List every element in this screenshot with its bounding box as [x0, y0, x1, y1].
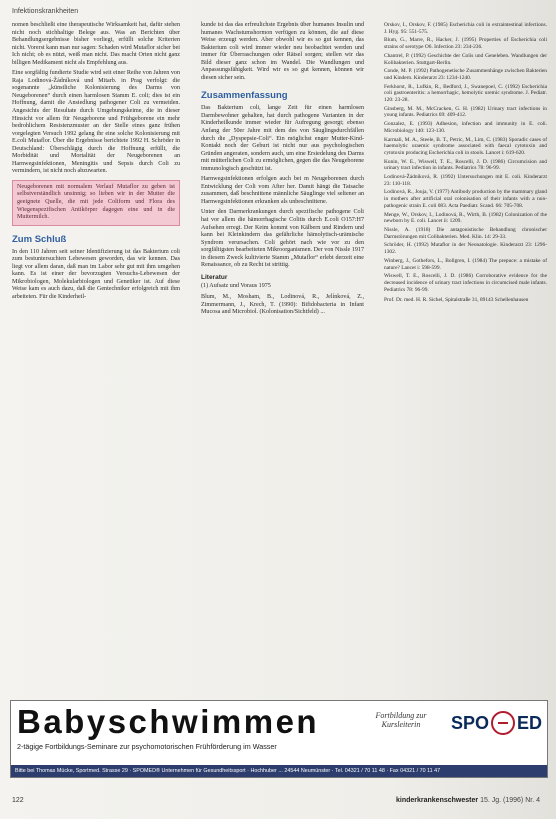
reference-item: Lodinová, R., Jouja, V. (1977) Antibody production by the mammary gland in mothers after artificial oral colonisation of their infants with a non-pathogenic strain E. coli 083. Acta Paediatr. Scand. 66: 705-708.: [384, 189, 547, 209]
running-head: Infektionskrankheiten: [12, 8, 79, 15]
reference-item: Orskov, I., Orskov, F. (1985) Escherichia coli in extraintestinal infections. J. Hyg. 95: 551-575.: [384, 22, 547, 35]
column-left: [12, 22, 180, 305]
section-heading-zusammenfassung: Zusammenfassung: [201, 90, 288, 102]
logo-text-right: ED: [517, 712, 543, 733]
literature-heading: Literatur: [201, 273, 228, 281]
reference-item: Chantrel, P. (1992) Geschichte der Colis und Geneleben. Wandlungen der Kolibakterien. Stuttgart-Berlin.: [384, 52, 547, 66]
advertisement-babyschwimmen: [10, 700, 548, 778]
page-number: 122: [12, 797, 24, 804]
summary-paragraph-2: Harnwegsinfektionen erfolgen auch bei m Neugeborenen durch Entwicklung der Coli vom After her. Damit hängt die Tatsache zusammen, daß beschnittene männliche Säuglinge viel seltener an Harnwegsinfektionen erkranken als unbeschnittene.: [201, 176, 364, 205]
column-right-references: [384, 22, 547, 306]
journal-issue: 15. Jg. (1996) Nr. 4: [480, 797, 540, 804]
literature-item-1: (1) Aufsatz und Voraus 1975: [201, 283, 271, 290]
reference-item: Conde, M. P. (1992) Pathogenetische Zusammenhänge zwischen Bakterien und Kindern. Kinderarzt 23: 1234-1240.: [384, 68, 547, 81]
reference-item: Schröder, H. (1992) Mutaflor in der Neonatologie. Kinderarzt 23: 1296-1302.: [384, 242, 547, 256]
col1-paragraph-2: Eine sorgfältig fundierte Studie wird seit einer Reihe von Jahren von Raja Lodinová-Žádníková und Mitarb. in Prag verfolgt: die sogenannte „künstliche Kolonisierung des Darms von Neugeborenen“ durch einen harmlosen Stamm E. coli; dies ist ein Hoffnung, damit die Ansiedlung pathogener Coli zu vermeiden. Angesichts der Resultate durch Umgebungskeime, die in dieser Hinsicht vor allem für Neugeborene und Frühgeborene ein mehr bedrohlichem Resistenzmuster an der Stelle eines ganz frühen vorgelegten Versuch 1992 gelang ihr eine solche Kolonisierung mit E.coli Mutaflor. Über die Ergebnisse berichtete 1992 H. Schröder in Deutschland: Überschlägig durch die Hoffnung erfüllt, die Morbidität und Mortalität der Neugeborenen an Harnwegsinfektionen, Meningitis und Sepsis durch Coli zu vermindern, ist nicht noch abzuwarten.: [12, 70, 180, 175]
reference-item: Wiswell, T. E., Roscelli, J. D. (1986) Corroborative evidence for the decreased incidence of urinary tract infections in circumcised male infants. Pediatrics 78: 96-99.: [384, 273, 547, 293]
col2-paragraph-1: kunde ist das das erfreulichste Ergebnis über humanes Insulin und humanes Wachstumshormon verfügen zu können, die auf diese Weise erzeugt werden. Aber obwohl wir es so gut kennen, das Bakterium coli wird immer wieder neu beobachtet werden und immer für Überraschungen oder Rätsel sorgen; stellen wir das Bild dieser ganz schon im Wandel. Die Wandlungen und Anpassungsfähigkeit. Wird wir es so gut kennen, können wir diesen sicher sein.: [201, 22, 364, 81]
heartbeat-icon: [491, 711, 515, 735]
reference-item: Blum, G., Marre, R., Hacker, J. (1995) Properties of Escherichia coli strains of serotype O6. Infection 23: 234-236.: [384, 37, 547, 51]
reference-item: Karmali, M. A., Steele, B. T., Petric, M., Lim, C. (1983) Sporadic cases of haemolytic uraemic syndrome associated with faecal cytotoxin and cytotoxin producing Escherichia coli in stools. Lancet i: 619-620.: [384, 136, 547, 156]
ad-subtitle: 2-tägige Fortbildungs-Seminare zur psychomotorischen Frühförderung im Wasser: [17, 742, 277, 751]
spomed-logo: [451, 711, 542, 735]
ad-title: Babyschwimmen: [17, 703, 320, 740]
section-heading-zum-schluss: Zum Schluß: [12, 233, 67, 245]
summary-paragraph-1: Das Bakterium coli, lange Zeit für einen harmlosen Darmbewohner gehalten, hat durch pathogene Varianten in der Kinderheilkunde immer wieder für Aufregung gesorgt; ebenso Anfang der 50er Jahre mit dem des von Säuglingsdurchfällen durch die „Dyspepsie-Coli“. Ein möglichst enger Mutter-Kind-Kontakt noch der Geburt ist nicht nur aus psychologischen Gründen angeraten, sondern auch, um eine Ersiedelung des Darms mit mütterlichen Coli zu ermöglichen, gegen die das Neugeborene immunologisch geschützt ist.: [201, 105, 364, 172]
journal-name: [396, 797, 540, 804]
author-address: Prof. Dr. med. H. R. Sichel, Spitalstraße 31, 89143 Schellenhausen: [384, 297, 529, 304]
column-middle: [201, 22, 364, 320]
col1-paragraph-1: nomen beschließt eine therapeutische Wirksamkeit hat, dafür stehen nicht noch stichhaltige Belege aus. Was an Berichten über Behandlungsergebnisse bisher vorliegt, erfüllt solche Kriterien nicht. Vorerst kann man nur sagen: Schaden wird Mutaflor sicher bei Ich nicht; ob es nützt, weiß man nicht. Das macht Orten nicht ganz billigen Medikament nicht als Empfehlung aus.: [12, 22, 180, 66]
summary-paragraph-3: Unter den Darmerkrankungen durch spezifische pathogene Coli hat vor allem die hämorrhagische Colitis durch E.coli O157:H7 Aufsehen erregt. Der Keim kommt von Kälbern und Rindern und kann bei Kleinkindern das gefährliche hämolytisch-urämische Syndrom verursachen. Coli gehört nach wie vor zu den sorgfältigsten bearbeiteten Mikroorganismen. Der von Nissle 1917 in diesem Zweck kultivierte Stamm „Mutaflor“ erlebt derzeit eine Renaissance, ob zu Recht ist strittig.: [201, 209, 364, 269]
reference-item: Nissle, A. (1918) Die antagonistische Behandlung chronischer Darmstörungen mit Colibakterien. Med. Klin. 14: 29-33.: [384, 226, 547, 240]
highlight-box: Neugeborenen mit normalem Verlauf Mutaflor zu geben ist selbstverständlich unsinnig; so lieben wir in der Mutter die geeignete Quelle, die mit jede Coliform und Flora des Wiegenspezifischen Antikörper dagegen eine und in die Muttermilch.: [12, 180, 180, 226]
literature-item-2: Blum, M., Mosham, B., Lodinová, R., Jelínková, Z., Zimmermann, J., Krech, T. (1990): Bifidobacteria in Infant Mucosa and Microbiol. (Kolonisation/Sichtfeld) ...: [201, 293, 364, 316]
journal-title: kinderkrankenschwester: [396, 797, 479, 804]
col1-closing-paragraph: In den 110 Jahren seit seiner Identifizierung ist das Bakterium coli zum bestuntersuchten Lebewesen geworden, das wir kennen. Das liegt vor allem daran, daß man im Labor sehr gut mit ihm umgehen kann. Es ist einer der bevorzugten Versuchs-Lebewesen der Mikrobiologen, Molekularbiologen und Genetiker ist. Auf diese Weise kam es auch dazu, daß die Gentechniker erfolgreich mit ihm arbeiteten. Für die Kinderheil-: [12, 248, 180, 300]
reference-item: Lodinová-Žádníková, R. (1992) Untersuchungen mit E. coli. Kinderarzt 23: 110-118.: [384, 174, 547, 187]
ad-fortbildung-text: Fortbildung zur Kursleiterin: [375, 711, 427, 729]
ad-contact-strip: Bitte bei Thomas Mücke, Sportmed. Strasse 29 · SPOMED® Unternehmen für Gesundheitssport · Hochhuber ... 24544 Neumünster · Tel. 04321 / 70 11 48 · Fax 04321 / 70 11 47: [11, 765, 547, 777]
logo-text-left: SPO: [451, 712, 490, 733]
reference-item: Ferkhorst, R., Lufkin, R., Bedford, J., Swanepoel, C. (1992) Escherichia coli gastroenteritis: a hemorrhagic, hemolytic uremic syndrome. J. Pediatr. 120: 23-28.: [384, 83, 547, 104]
reference-item: Kunin, W. E., Wiswell, T. E., Roscelli, J. D. (1986) Circumcision and urinary tract infection in infants. Pediatrics 78: 96-99.: [384, 158, 547, 172]
reference-item: Winberg, J., Gothefors, L., Bollgren, I. (1984) The prepuce: a mistake of nature? Lancet i: 598-599.: [384, 257, 547, 271]
reference-item: Gonzalez, E. (1993) Adhesion, infection and immunity in E. coli. Microbiology 140: 123-130.: [384, 121, 547, 134]
reference-item: Ginsberg, M. M., McCracken, G. H. (1982) Urinary tract infections in young infants. Pediatrics 69: 409-412.: [384, 105, 547, 119]
reference-item: Menge, W., Orskov, I., Lodinová, R., Wirth, B. (1982) Colonization of the newborn by E. coli. Lancet ii: 1209.: [384, 211, 547, 225]
